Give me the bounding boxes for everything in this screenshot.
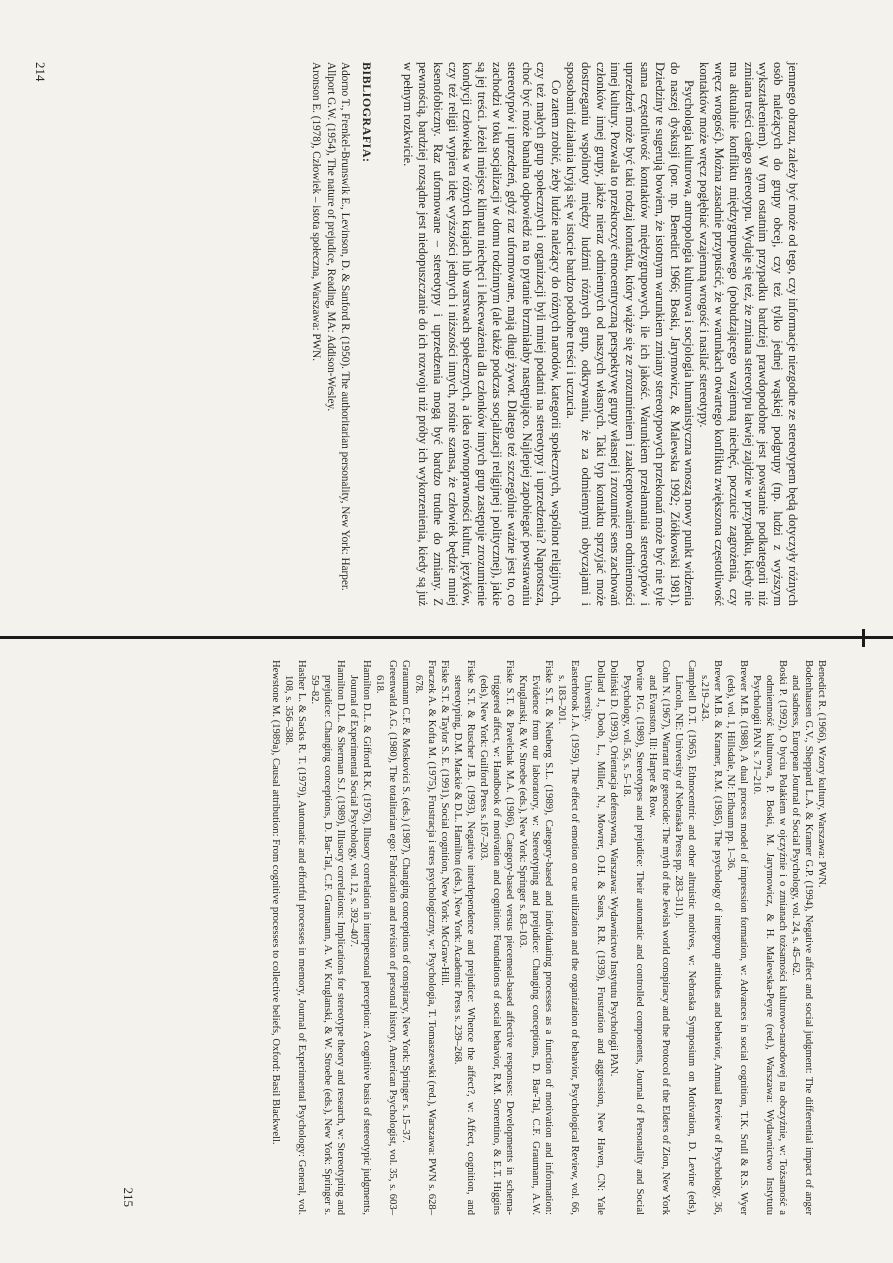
reference-entry: Dollard J., Doob, L., Miller, N., Mowrer, O.H. & Sears, R.R. (1939), Frustration and aggression, New Haven, CN: Yale University. bbox=[582, 660, 606, 1215]
right-page bbox=[121, 660, 828, 1215]
reference-entry: Fraczek A. & Kofta M. (1975), Frustracja i stres psychologiczny, w: Psychologia, T. Tomaszewski (red.), Warszawa: PWN s. 628–678. bbox=[413, 660, 437, 1215]
bibliography-list bbox=[309, 62, 352, 606]
reference-entry: Brewer M.B. & Kramer, R.M. (1985), The psychology of intergroup attitudes and behavior, Annual Review of Psychology, 36, s.219–243. bbox=[699, 660, 723, 1215]
reference-entry: Cohn N. (1967), Warrant for genocide: The myth of the Jewish world conspiracy and the Protocol of the Elders of Zion, New York and Evanston, Ill: Harper & Row. bbox=[647, 660, 671, 1215]
reference-entry: Doliński D. (1993), Orientacja defensywna, Warszawa: Wydawnictwo Instytutu Psychologii PAN. bbox=[608, 660, 619, 1077]
paragraph: Psychologia kulturowa, antropologia kulturowa i socjologia humanistyczna wnoszą nowy punkt widzenia do naszej dyskusji (por. np. Benedict 1966; Boski, Jarymowicz, & Malewska 1992; Ziółkowski 1981). Dziedziny te sugerują bowiem, że istotnym warunkiem zmiany stereotypowych przekonań może być nie tyle sama częstotliwość kontaktów międzygrupowych, ile ich jakość. Warunkiem przełamania stereotypów i uprzedzeń może być taki rodzaj kontaktu, który wiąże się ze zrozumieniem i zaakceptowaniem odmienności innej kultury. Pozwala to przekroczyć etnocentryczną perspektywę grupy własnej i zrozumieć sens zachowań członków innej grupy, jakże nieraz odmiennych od naszych własnych. Taki typ kontaktu sprzyjać może dostrzeganiu wspólnoty między ludźmi różnych grup, odkrywaniu, że za odmiennymi obyczajami i sposobami działania kryją się w istocie bardzo podobne treści i uczucia. bbox=[564, 62, 697, 606]
left-page bbox=[33, 62, 800, 606]
page-number: 214 bbox=[33, 62, 48, 82]
crop-mark-icon bbox=[855, 629, 873, 647]
reference-entry: Boski P. (1992), O byciu Polakiem w ojczyźnie i o zmianach tożsamości kulturowo-narodowej na obczyźnie, w: Tożsamość a odmienność kulturowa, P. Boski, M. Jarymowicz, & H. Malewska-Peyre (red.), Warszawa: Wydawnictwo Instytutu Psychologii PAN s. 71–210. bbox=[751, 660, 788, 1215]
page-number: 215 bbox=[121, 1187, 136, 1207]
bibliography-entry: Aronson E. (1978), Człowiek – istota społeczna, Warszawa: PWN. bbox=[310, 62, 323, 362]
paragraph: Co zatem zrobić, żeby ludzie należący do różnych narodów, kategorii społecznych, wspólnot religijnych, czy też małych grup społecznych i organizacji byli mniej podatni na stereotypy i uprzedzenia? Naprostsza, choć być może banalna odpowiedź na to pytanie brzmiałaby następująco. Najlepiej zapobiegać powstawaniu stereotypów i uprzedzeń, gdyż raz uformowane, mają długi żywot. Dlatego też szczególnie ważne jest to, co zachodzi w toku socjalizacji w domu rodzinnym (ale także podczas socjalizacji religijnej i politycznej), jakie są jej treści. Jeżeli miejsce klimatu niechęci i lekceważenia dla członków innych grup zastępuje zrozumienie kondycji człowieka w różnych krajach lub warstwach społecznych, a idea równoprawności kultur, języków, czy też religii wypiera ideę wyższości jednych i niższości innych, rośnie szansa, że człowiek będzie mniej ksenofobiczny. Raz uformowane – stereotypy i uprzedzenia mogą być bardzo trudne do zmiany. Z pewnością, bardziej rozsądne jest niedopuszczanie do ich rozwoju niż próby ich wykorzenienia, kiedy są już w pełnym rozkwicie. bbox=[401, 62, 564, 606]
reference-list bbox=[269, 660, 828, 1215]
reference-entry: Fiske S.T. & Neuberg S.L. (1989), Category-based and individuating processes as a function of motivation and information: Evidence from our laboratory, w: Stereotyping and prejudice: Changing conceptions, D. Bar-Tal, C.F. Graumann, A.W. Kruglanski, & W. Stroebe (eds.), New York: Springer s. 83–103. bbox=[517, 660, 554, 1215]
reference-entry: Benedict R. (1966), Wzory kultury, Warszawa: PWN. bbox=[816, 660, 827, 888]
bibliography-heading: BIBLIOGRAFIA: bbox=[360, 62, 375, 163]
reference-entry: Hamilton D.L. & Gifford R.K. (1976), Illusory correlation in interpersonal perception: A cognitive basis of stereotypic judgments, Journal of Experimental Social Psychology, vol. 12, s. 392–407. bbox=[348, 660, 372, 1215]
left-page-body bbox=[400, 62, 800, 606]
bibliography-entry: Adorno T., Frenkel-Brunswik E., Levinson, D. & Sanford R. (1950). The authoritarian personality, New York: Harper. bbox=[339, 62, 352, 591]
reference-entry: Hewstone M. (1989a), Causal attribution: From cognitive processes to collective beliefs, Oxford: Basil Blackwell. bbox=[270, 660, 281, 1145]
reference-entry: Brewer M.B. (1988), A dual process model of impression formation, w: Advances in social cognition, T.K. Srull & R.S. Wyer (eds), vol. 1, Hillsdale, NJ: Erlbaum pp. 1–36. bbox=[725, 660, 749, 1215]
reference-entry: Fiske S.T. & Pavelchak M.A. (1986), Category-based versus piecemeal-based affective responses: Developments in schema-triggered affect, w: Handbook of motivation and cognition: Foundations of social behavior, R.M. Sorrentino, & E.T. Higgins (eds), New York: Guilford Press s.167–203. bbox=[478, 660, 515, 1215]
reference-entry: Campbell D.T. (1965), Ethnocentric and other altruistic motives, w: Nebraska Symposium on Motivation, D. Levine (eds), Lincoln, NE: University of Nebraska Press pp. 283–311). bbox=[673, 660, 697, 1215]
reference-entry: Easterbrook J.A. (1959), The effect of emotion on cue utilization and the organization of behavior, Psychological Review, vol. 66, s. 183–201. bbox=[556, 660, 580, 1215]
reference-entry: Fiske S.T. & Ruscher J.B. (1993), Negative interdependence and prejudice: Whence the affect?, w: Affect, cognition, and stereotyping, D.M. Mackie & D.L. Hamilton (eds.), New York: Academic Press s. 239–268. bbox=[452, 660, 476, 1215]
reference-entry: Devine P.G. (1989), Stereotypes and prejudice: Their automatic and controlled components, Journal of Personality and Social Psychology, vol. 56, s. 5–18. bbox=[621, 660, 645, 1215]
reference-entry: Bodenhausen G.V., Sheppard L.A. & Kramer G.P. (1994), Negative affect and social judgment: The differential impact of anger and sadness, European Journal of Social Psychology, vol. 24, s. 45–62. bbox=[790, 660, 814, 1215]
reference-entry: Fiske S.T. & Taylor S. E. (1991), Social cognition, New York: McGraw-Hill. bbox=[439, 660, 450, 986]
paragraph: jemnego obrazu, zależy być może od tego, czy informacje niezgodne ze stereotypem będą dotyczyły różnych osób należących do grupy obcej, czy też tylko jednej wąskiej podgrupy (np. ludzi z wyższym wykształceniem). W tym ostatnim przypadku bardziej prawdopodobne jest powstanie podkategorii niż zmiana treści całego stereotypu. Wydaje się też, że zmiana stereotypu łatwiej zajdzie w przypadku, kiedy nie ma aktualnie konfliktu międzygrupowego (pobudzającego wzajemną niechęć, poczucie zagrożenia, czy wręcz wrogość). Można zasadnie przypuścić, że w warunkach otwartego konfliktu zwiększona częstotliwość kontaktów może wręcz pogłębiać wzajemną wrogość i nasilać stereotypy. bbox=[697, 62, 800, 606]
bibliography-entry: Allport G.W. (1954), The nature of prejudice, Reading, MA: Addison-Wesley. bbox=[324, 62, 337, 412]
reference-entry: Hasher L. & Sacks R. T. (1979), Automatic and effortful processes in memory, Journal of Experimental Psychology: General, vol. 108, s. 356–388. bbox=[283, 660, 307, 1215]
reference-entry: Hamilton D.L. & Sherman S.J. (1989), Illusory correlations: Implications for stereotype theory and research, w: Stereotyping and prejudice: Changing conceptions, D. Bar-Tal, C.F. Graumann, A. W. Kruglanski, & W. Stroebe (eds.), New York: Springer s. 59–82. bbox=[309, 660, 346, 1215]
reference-entry: Greenwald A.G. (1980), The totalitarian ego: Fabrication and revision of personal history, American Psychologist, vol. 35, s. 603–618. bbox=[374, 660, 398, 1215]
page-fold-line bbox=[0, 636, 893, 639]
reference-entry: Graumann C.F. & Moskovici S. (eds.) (1987), Changing conceptions of conspiracy, New York: Springer s. 15–37. bbox=[400, 660, 411, 1143]
